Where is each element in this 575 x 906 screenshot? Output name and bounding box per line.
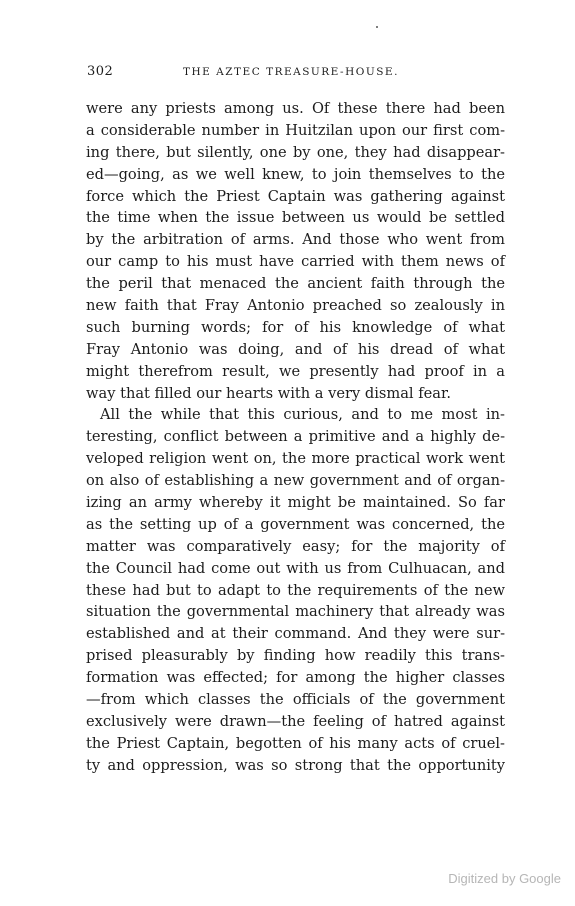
text-line: prised pleasurably by finding how readily this trans-	[86, 647, 505, 665]
text-line: on also of establishing a new government and of organ-	[86, 472, 505, 490]
text-line: ty and oppression, was so strong that the opportunity	[86, 756, 505, 774]
running-title: THE AZTEC TREASURE-HOUSE.	[183, 66, 399, 78]
text-line: might therefrom result, we presently had proof in a	[86, 362, 505, 380]
paragraph-end-line: way that filled our hearts with a very dismal fear.	[86, 384, 451, 402]
text-line: the peril that menaced the ancient faith through the	[86, 275, 505, 293]
text-line: a considerable number in Huitzilan upon our first com-	[86, 121, 505, 139]
digitized-by-watermark: Digitized by Google	[448, 871, 561, 886]
text-line: exclusively were drawn—the feeling of hatred against	[86, 712, 505, 730]
text-line: by the arbitration of arms. And those who went from	[86, 231, 505, 249]
text-line: ing there, but silently, one by one, they had disappear-	[86, 143, 505, 161]
page-number: 302	[87, 64, 114, 79]
text-line: matter was comparatively easy; for the majority of	[86, 537, 505, 555]
paragraph-start-line: All the while that this curious, and to me most in-	[100, 406, 505, 424]
text-line: such burning words; for of his knowledge of what	[86, 318, 505, 336]
text-line: as the setting up of a government was concerned, the	[86, 515, 505, 533]
text-line: veloped religion went on, the more practical work went	[86, 450, 505, 468]
text-line: the Priest Captain, begotten of his many acts of cruel-	[86, 734, 505, 752]
text-line: the time when the issue between us would be settled	[86, 209, 505, 227]
page-body-text	[86, 98, 505, 777]
text-line: izing an army whereby it might be maintained. So far	[86, 494, 505, 512]
text-line: situation the governmental machinery that already was	[86, 603, 505, 621]
text-line: new faith that Fray Antonio preached so zealously in	[86, 297, 505, 315]
text-line: the Council had come out with us from Culhuacan, and	[86, 559, 505, 577]
text-line: Fray Antonio was doing, and of his dread of what	[86, 340, 505, 358]
text-line: established and at their command. And they were sur-	[86, 625, 505, 643]
text-line: were any priests among us. Of these there had been	[86, 100, 505, 117]
text-line: —from which classes the officials of the government	[86, 691, 505, 709]
text-line: our camp to his must have carried with them news of	[86, 253, 505, 271]
text-line: teresting, conflict between a primitive and a highly de-	[86, 428, 505, 446]
text-line: these had but to adapt to the requirements of the new	[86, 581, 505, 599]
text-line: ed—going, as we well knew, to join themselves to the	[86, 165, 505, 183]
text-line: formation was effected; for among the higher classes	[86, 669, 505, 687]
text-line: force which the Priest Captain was gathering against	[86, 187, 505, 205]
ink-speck	[376, 26, 378, 28]
